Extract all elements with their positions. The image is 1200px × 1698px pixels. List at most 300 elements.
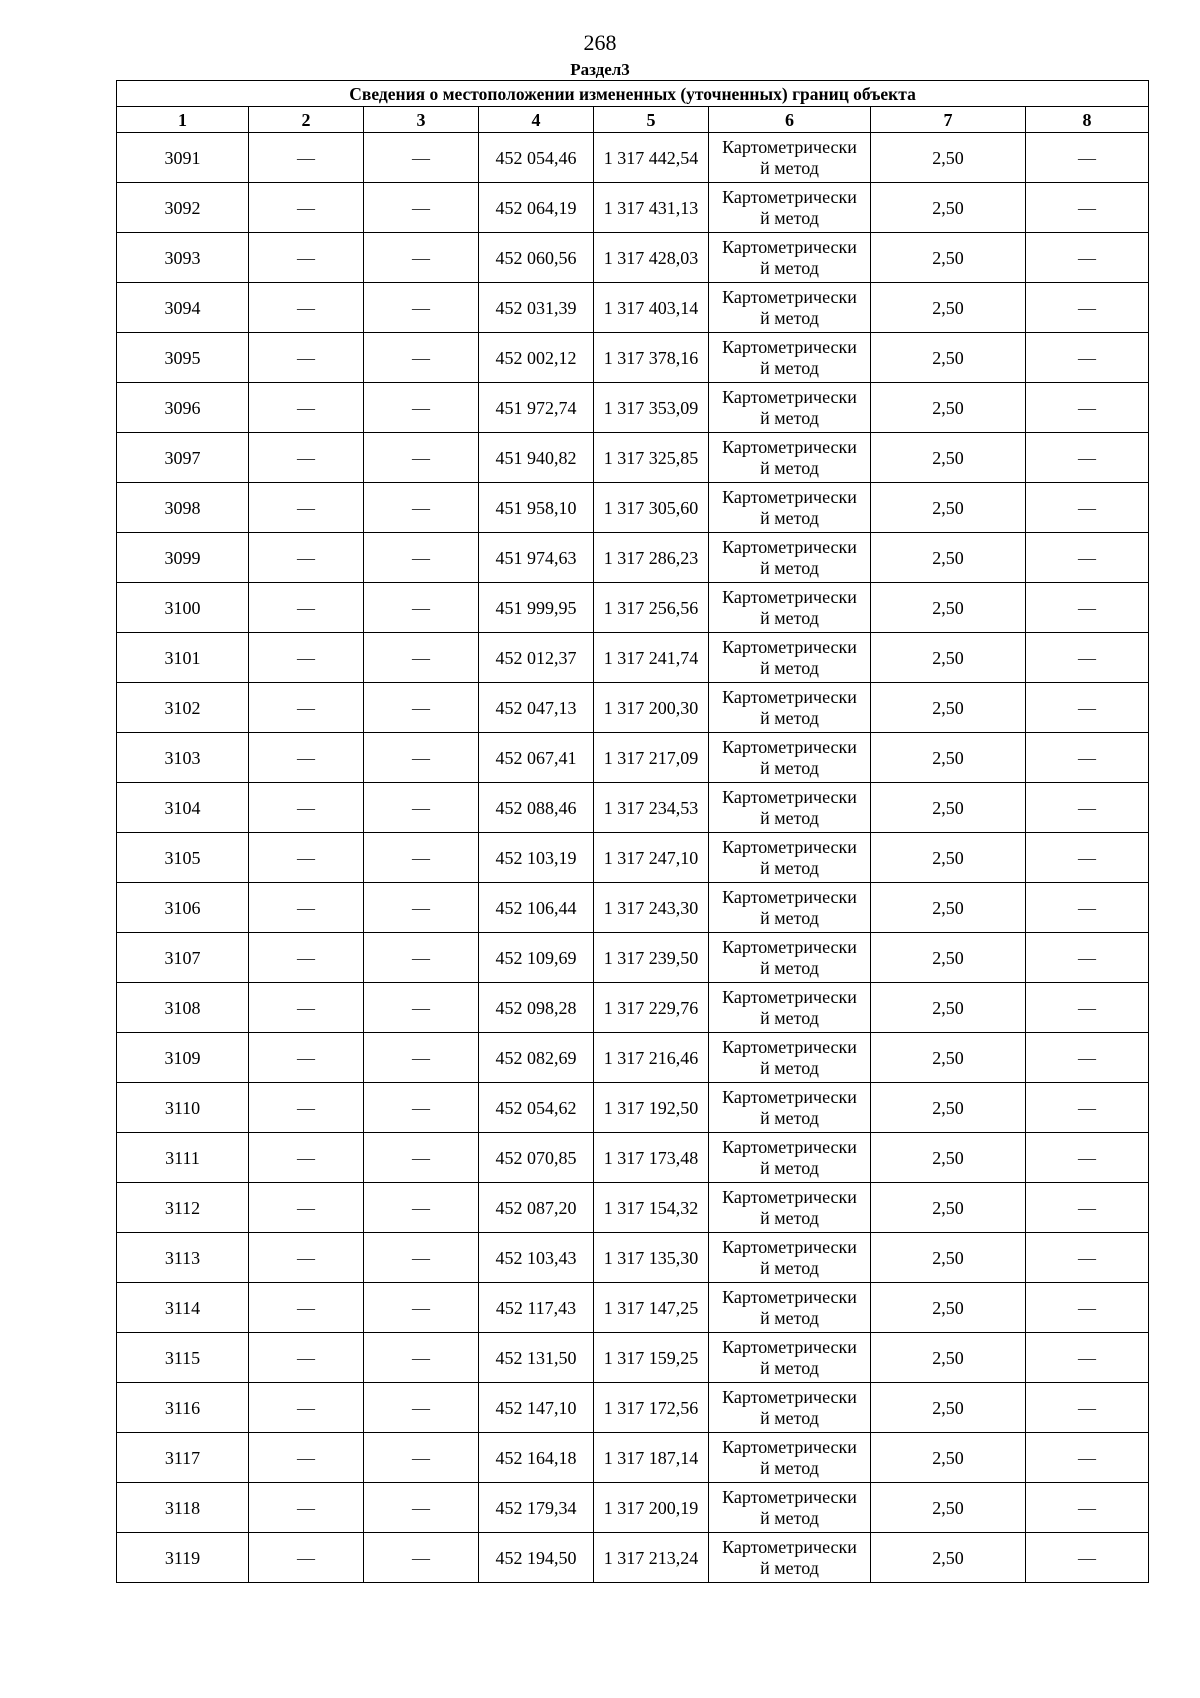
method-line-1: Картометрически	[722, 386, 857, 407]
table-row	[117, 1483, 1149, 1533]
empty-dash-cell: —	[249, 1033, 364, 1083]
table-row	[117, 133, 1149, 183]
table-row	[117, 633, 1149, 683]
x-coordinate-cell: 452 098,28	[479, 983, 594, 1033]
empty-dash-cell: —	[249, 983, 364, 1033]
empty-dash-cell: —	[249, 533, 364, 583]
x-coordinate-cell: 451 940,82	[479, 433, 594, 483]
empty-dash-cell: —	[364, 933, 479, 983]
empty-dash-cell: —	[249, 683, 364, 733]
point-number-cell: 3106	[117, 883, 249, 933]
empty-dash-cell: —	[1026, 1133, 1149, 1183]
empty-dash-cell: —	[249, 1433, 364, 1483]
empty-dash-cell: —	[364, 183, 479, 233]
y-coordinate-cell: 1 317 217,09	[594, 733, 709, 783]
empty-dash-cell: —	[1026, 933, 1149, 983]
method-line-2: й метод	[760, 857, 819, 878]
x-coordinate-cell: 452 047,13	[479, 683, 594, 733]
method-line-2: й метод	[760, 1357, 819, 1378]
empty-dash-cell: —	[1026, 1283, 1149, 1333]
empty-dash-cell: —	[249, 633, 364, 683]
method-line-2: й метод	[760, 1007, 819, 1028]
method-cell	[709, 933, 871, 983]
point-number-cell: 3104	[117, 783, 249, 833]
table-row	[117, 183, 1149, 233]
method-line-1: Картометрически	[722, 336, 857, 357]
method-cell	[709, 333, 871, 383]
table-row	[117, 683, 1149, 733]
point-number-cell: 3103	[117, 733, 249, 783]
column-number: 1	[117, 107, 249, 133]
x-coordinate-cell: 452 109,69	[479, 933, 594, 983]
method-cell	[709, 1183, 871, 1233]
x-coordinate-cell: 452 064,19	[479, 183, 594, 233]
method-line-1: Картометрически	[722, 1386, 857, 1407]
point-number-cell: 3099	[117, 533, 249, 583]
method-line-2: й метод	[760, 1457, 819, 1478]
y-coordinate-cell: 1 317 353,09	[594, 383, 709, 433]
method-line-1: Картометрически	[722, 486, 857, 507]
x-coordinate-cell: 451 958,10	[479, 483, 594, 533]
empty-dash-cell: —	[1026, 983, 1149, 1033]
point-number-cell: 3118	[117, 1483, 249, 1533]
method-line-2: й метод	[760, 1507, 819, 1528]
y-coordinate-cell: 1 317 239,50	[594, 933, 709, 983]
method-line-2: й метод	[760, 1557, 819, 1578]
y-coordinate-cell: 1 317 305,60	[594, 483, 709, 533]
table-row	[117, 383, 1149, 433]
x-coordinate-cell: 452 031,39	[479, 283, 594, 333]
table-row	[117, 433, 1149, 483]
table-row	[117, 283, 1149, 333]
method-line-2: й метод	[760, 957, 819, 978]
empty-dash-cell: —	[249, 1483, 364, 1533]
method-line-1: Картометрически	[722, 886, 857, 907]
method-line-1: Картометрически	[722, 1436, 857, 1457]
empty-dash-cell: —	[1026, 1233, 1149, 1283]
accuracy-cell: 2,50	[871, 1133, 1026, 1183]
method-cell	[709, 583, 871, 633]
accuracy-cell: 2,50	[871, 983, 1026, 1033]
method-line-2: й метод	[760, 557, 819, 578]
method-line-2: й метод	[760, 307, 819, 328]
empty-dash-cell: —	[364, 583, 479, 633]
method-line-1: Картометрически	[722, 1086, 857, 1107]
empty-dash-cell: —	[249, 1083, 364, 1133]
point-number-cell: 3092	[117, 183, 249, 233]
x-coordinate-cell: 452 067,41	[479, 733, 594, 783]
method-cell	[709, 1333, 871, 1383]
empty-dash-cell: —	[249, 333, 364, 383]
method-line-1: Картометрически	[722, 786, 857, 807]
table-row	[117, 583, 1149, 633]
table-row	[117, 1083, 1149, 1133]
empty-dash-cell: —	[1026, 383, 1149, 433]
y-coordinate-cell: 1 317 243,30	[594, 883, 709, 933]
x-coordinate-cell: 452 117,43	[479, 1283, 594, 1333]
empty-dash-cell: —	[364, 1083, 479, 1133]
x-coordinate-cell: 451 999,95	[479, 583, 594, 633]
accuracy-cell: 2,50	[871, 533, 1026, 583]
y-coordinate-cell: 1 317 256,56	[594, 583, 709, 633]
point-number-cell: 3091	[117, 133, 249, 183]
empty-dash-cell: —	[364, 483, 479, 533]
empty-dash-cell: —	[249, 1133, 364, 1183]
point-number-cell: 3112	[117, 1183, 249, 1233]
point-number-cell: 3096	[117, 383, 249, 433]
empty-dash-cell: —	[364, 833, 479, 883]
empty-dash-cell: —	[364, 283, 479, 333]
empty-dash-cell: —	[249, 933, 364, 983]
empty-dash-cell: —	[364, 133, 479, 183]
method-line-1: Картометрически	[722, 1036, 857, 1057]
accuracy-cell: 2,50	[871, 733, 1026, 783]
empty-dash-cell: —	[364, 983, 479, 1033]
method-cell	[709, 633, 871, 683]
method-line-2: й метод	[760, 707, 819, 728]
x-coordinate-cell: 452 054,62	[479, 1083, 594, 1133]
y-coordinate-cell: 1 317 147,25	[594, 1283, 709, 1333]
accuracy-cell: 2,50	[871, 1333, 1026, 1383]
y-coordinate-cell: 1 317 154,32	[594, 1183, 709, 1233]
empty-dash-cell: —	[249, 883, 364, 933]
y-coordinate-cell: 1 317 173,48	[594, 1133, 709, 1183]
method-line-1: Картометрически	[722, 736, 857, 757]
y-coordinate-cell: 1 317 135,30	[594, 1233, 709, 1283]
empty-dash-cell: —	[249, 733, 364, 783]
method-line-2: й метод	[760, 1407, 819, 1428]
y-coordinate-cell: 1 317 442,54	[594, 133, 709, 183]
y-coordinate-cell: 1 317 378,16	[594, 333, 709, 383]
method-cell	[709, 183, 871, 233]
method-cell	[709, 283, 871, 333]
table-caption: Сведения о местоположении измененных (уточненных) границ объекта	[117, 81, 1149, 107]
column-number: 5	[594, 107, 709, 133]
page-number: 268	[583, 30, 617, 55]
x-coordinate-cell: 452 082,69	[479, 1033, 594, 1083]
y-coordinate-cell: 1 317 200,19	[594, 1483, 709, 1533]
x-coordinate-cell: 452 164,18	[479, 1433, 594, 1483]
method-cell	[709, 883, 871, 933]
table-row	[117, 933, 1149, 983]
empty-dash-cell: —	[1026, 1033, 1149, 1083]
point-number-cell: 3110	[117, 1083, 249, 1133]
x-coordinate-cell: 452 088,46	[479, 783, 594, 833]
accuracy-cell: 2,50	[871, 933, 1026, 983]
method-line-1: Картометрически	[722, 136, 857, 157]
x-coordinate-cell: 451 972,74	[479, 383, 594, 433]
empty-dash-cell: —	[249, 1183, 364, 1233]
table-body	[117, 133, 1149, 1583]
column-number: 8	[1026, 107, 1149, 133]
empty-dash-cell: —	[364, 433, 479, 483]
accuracy-cell: 2,50	[871, 1433, 1026, 1483]
empty-dash-cell: —	[249, 1533, 364, 1583]
y-coordinate-cell: 1 317 172,56	[594, 1383, 709, 1433]
empty-dash-cell: —	[364, 233, 479, 283]
empty-dash-cell: —	[364, 1133, 479, 1183]
method-cell	[709, 533, 871, 583]
empty-dash-cell: —	[1026, 133, 1149, 183]
method-line-2: й метод	[760, 1107, 819, 1128]
empty-dash-cell: —	[364, 1383, 479, 1433]
method-cell	[709, 1033, 871, 1083]
method-line-2: й метод	[760, 757, 819, 778]
method-line-2: й метод	[760, 607, 819, 628]
method-line-2: й метод	[760, 257, 819, 278]
empty-dash-cell: —	[249, 233, 364, 283]
column-number-row	[117, 107, 1149, 133]
point-number-cell: 3116	[117, 1383, 249, 1433]
y-coordinate-cell: 1 317 200,30	[594, 683, 709, 733]
empty-dash-cell: —	[1026, 283, 1149, 333]
accuracy-cell: 2,50	[871, 283, 1026, 333]
empty-dash-cell: —	[364, 1233, 479, 1283]
empty-dash-cell: —	[364, 883, 479, 933]
empty-dash-cell: —	[249, 183, 364, 233]
empty-dash-cell: —	[364, 633, 479, 683]
method-cell	[709, 133, 871, 183]
point-number-cell: 3111	[117, 1133, 249, 1183]
method-cell	[709, 483, 871, 533]
x-coordinate-cell: 452 106,44	[479, 883, 594, 933]
accuracy-cell: 2,50	[871, 1033, 1026, 1083]
point-number-cell: 3098	[117, 483, 249, 533]
empty-dash-cell: —	[249, 1333, 364, 1383]
column-number: 3	[364, 107, 479, 133]
method-line-2: й метод	[760, 457, 819, 478]
y-coordinate-cell: 1 317 159,25	[594, 1333, 709, 1383]
accuracy-cell: 2,50	[871, 1533, 1026, 1583]
method-cell	[709, 1233, 871, 1283]
method-line-1: Картометрически	[722, 1536, 857, 1557]
accuracy-cell: 2,50	[871, 1083, 1026, 1133]
method-cell	[709, 1483, 871, 1533]
method-cell	[709, 1083, 871, 1133]
empty-dash-cell: —	[1026, 1183, 1149, 1233]
method-line-2: й метод	[760, 1157, 819, 1178]
method-line-2: й метод	[760, 1307, 819, 1328]
table-row	[117, 1433, 1149, 1483]
empty-dash-cell: —	[249, 283, 364, 333]
point-number-cell: 3102	[117, 683, 249, 733]
accuracy-cell: 2,50	[871, 333, 1026, 383]
method-line-1: Картометрически	[722, 1336, 857, 1357]
accuracy-cell: 2,50	[871, 433, 1026, 483]
empty-dash-cell: —	[249, 1283, 364, 1333]
y-coordinate-cell: 1 317 187,14	[594, 1433, 709, 1483]
column-number: 7	[871, 107, 1026, 133]
method-line-2: й метод	[760, 657, 819, 678]
empty-dash-cell: —	[1026, 1083, 1149, 1133]
point-number-cell: 3094	[117, 283, 249, 333]
method-line-1: Картометрически	[722, 986, 857, 1007]
method-line-1: Картометрически	[722, 1236, 857, 1257]
accuracy-cell: 2,50	[871, 833, 1026, 883]
empty-dash-cell: —	[249, 383, 364, 433]
method-line-1: Картометрически	[722, 936, 857, 957]
table-row	[117, 1133, 1149, 1183]
method-line-2: й метод	[760, 507, 819, 528]
empty-dash-cell: —	[249, 133, 364, 183]
method-cell	[709, 733, 871, 783]
point-number-cell: 3107	[117, 933, 249, 983]
empty-dash-cell: —	[1026, 183, 1149, 233]
method-line-2: й метод	[760, 357, 819, 378]
empty-dash-cell: —	[249, 433, 364, 483]
accuracy-cell: 2,50	[871, 1383, 1026, 1433]
point-number-cell: 3109	[117, 1033, 249, 1083]
empty-dash-cell: —	[1026, 533, 1149, 583]
x-coordinate-cell: 452 131,50	[479, 1333, 594, 1383]
empty-dash-cell: —	[249, 583, 364, 633]
empty-dash-cell: —	[364, 1533, 479, 1583]
empty-dash-cell: —	[1026, 483, 1149, 533]
x-coordinate-cell: 452 054,46	[479, 133, 594, 183]
method-cell	[709, 383, 871, 433]
point-number-cell: 3108	[117, 983, 249, 1033]
empty-dash-cell: —	[1026, 1433, 1149, 1483]
method-cell	[709, 1283, 871, 1333]
method-line-1: Картометрически	[722, 1286, 857, 1307]
table-row	[117, 1283, 1149, 1333]
method-cell	[709, 1383, 871, 1433]
method-line-1: Картометрически	[722, 1486, 857, 1507]
method-cell	[709, 983, 871, 1033]
table-row	[117, 1533, 1149, 1583]
empty-dash-cell: —	[1026, 633, 1149, 683]
y-coordinate-cell: 1 317 431,13	[594, 183, 709, 233]
x-coordinate-cell: 452 060,56	[479, 233, 594, 283]
method-line-1: Картометрически	[722, 1136, 857, 1157]
accuracy-cell: 2,50	[871, 783, 1026, 833]
empty-dash-cell: —	[1026, 683, 1149, 733]
table-row	[117, 1183, 1149, 1233]
table-row	[117, 1333, 1149, 1383]
accuracy-cell: 2,50	[871, 1233, 1026, 1283]
y-coordinate-cell: 1 317 286,23	[594, 533, 709, 583]
x-coordinate-cell: 452 194,50	[479, 1533, 594, 1583]
accuracy-cell: 2,50	[871, 183, 1026, 233]
accuracy-cell: 2,50	[871, 1483, 1026, 1533]
table-row	[117, 983, 1149, 1033]
point-number-cell: 3115	[117, 1333, 249, 1383]
accuracy-cell: 2,50	[871, 1183, 1026, 1233]
empty-dash-cell: —	[1026, 833, 1149, 883]
empty-dash-cell: —	[1026, 733, 1149, 783]
method-line-1: Картометрически	[722, 636, 857, 657]
method-line-1: Картометрически	[722, 586, 857, 607]
empty-dash-cell: —	[364, 1033, 479, 1083]
empty-dash-cell: —	[249, 783, 364, 833]
method-cell	[709, 683, 871, 733]
empty-dash-cell: —	[1026, 783, 1149, 833]
table-row	[117, 1233, 1149, 1283]
point-number-cell: 3113	[117, 1233, 249, 1283]
column-number: 2	[249, 107, 364, 133]
point-number-cell: 3095	[117, 333, 249, 383]
method-line-2: й метод	[760, 407, 819, 428]
y-coordinate-cell: 1 317 325,85	[594, 433, 709, 483]
empty-dash-cell: —	[249, 833, 364, 883]
method-line-2: й метод	[760, 907, 819, 928]
y-coordinate-cell: 1 317 403,14	[594, 283, 709, 333]
method-cell	[709, 433, 871, 483]
method-line-1: Картометрически	[722, 536, 857, 557]
table-row	[117, 833, 1149, 883]
y-coordinate-cell: 1 317 241,74	[594, 633, 709, 683]
empty-dash-cell: —	[249, 1383, 364, 1433]
method-line-1: Картометрически	[722, 1186, 857, 1207]
empty-dash-cell: —	[249, 483, 364, 533]
empty-dash-cell: —	[364, 333, 479, 383]
y-coordinate-cell: 1 317 247,10	[594, 833, 709, 883]
method-cell	[709, 1533, 871, 1583]
x-coordinate-cell: 451 974,63	[479, 533, 594, 583]
x-coordinate-cell: 452 147,10	[479, 1383, 594, 1433]
x-coordinate-cell: 452 087,20	[479, 1183, 594, 1233]
accuracy-cell: 2,50	[871, 883, 1026, 933]
y-coordinate-cell: 1 317 192,50	[594, 1083, 709, 1133]
method-line-1: Картометрически	[722, 186, 857, 207]
table-row	[117, 233, 1149, 283]
x-coordinate-cell: 452 002,12	[479, 333, 594, 383]
x-coordinate-cell: 452 012,37	[479, 633, 594, 683]
method-line-1: Картометрически	[722, 436, 857, 457]
method-cell	[709, 783, 871, 833]
y-coordinate-cell: 1 317 229,76	[594, 983, 709, 1033]
point-number-cell: 3100	[117, 583, 249, 633]
empty-dash-cell: —	[364, 1183, 479, 1233]
point-number-cell: 3114	[117, 1283, 249, 1333]
point-number-cell: 3117	[117, 1433, 249, 1483]
method-line-1: Картометрически	[722, 836, 857, 857]
boundary-table	[116, 80, 1149, 1583]
empty-dash-cell: —	[1026, 1383, 1149, 1433]
x-coordinate-cell: 452 103,19	[479, 833, 594, 883]
y-coordinate-cell: 1 317 428,03	[594, 233, 709, 283]
method-line-1: Картометрически	[722, 236, 857, 257]
empty-dash-cell: —	[1026, 1483, 1149, 1533]
method-line-1: Картометрически	[722, 286, 857, 307]
column-number: 6	[709, 107, 871, 133]
table-row	[117, 483, 1149, 533]
empty-dash-cell: —	[364, 383, 479, 433]
x-coordinate-cell: 452 179,34	[479, 1483, 594, 1533]
method-line-1: Картометрически	[722, 686, 857, 707]
method-line-2: й метод	[760, 807, 819, 828]
point-number-cell: 3105	[117, 833, 249, 883]
empty-dash-cell: —	[1026, 1333, 1149, 1383]
method-cell	[709, 1133, 871, 1183]
empty-dash-cell: —	[364, 1283, 479, 1333]
column-number: 4	[479, 107, 594, 133]
table-row	[117, 1383, 1149, 1433]
point-number-cell: 3119	[117, 1533, 249, 1583]
method-line-2: й метод	[760, 157, 819, 178]
table-row	[117, 533, 1149, 583]
accuracy-cell: 2,50	[871, 483, 1026, 533]
empty-dash-cell: —	[1026, 583, 1149, 633]
x-coordinate-cell: 452 070,85	[479, 1133, 594, 1183]
method-line-2: й метод	[760, 207, 819, 228]
table-row	[117, 1033, 1149, 1083]
table-row	[117, 333, 1149, 383]
point-number-cell: 3101	[117, 633, 249, 683]
empty-dash-cell: —	[364, 1483, 479, 1533]
method-cell	[709, 833, 871, 883]
empty-dash-cell: —	[1026, 433, 1149, 483]
